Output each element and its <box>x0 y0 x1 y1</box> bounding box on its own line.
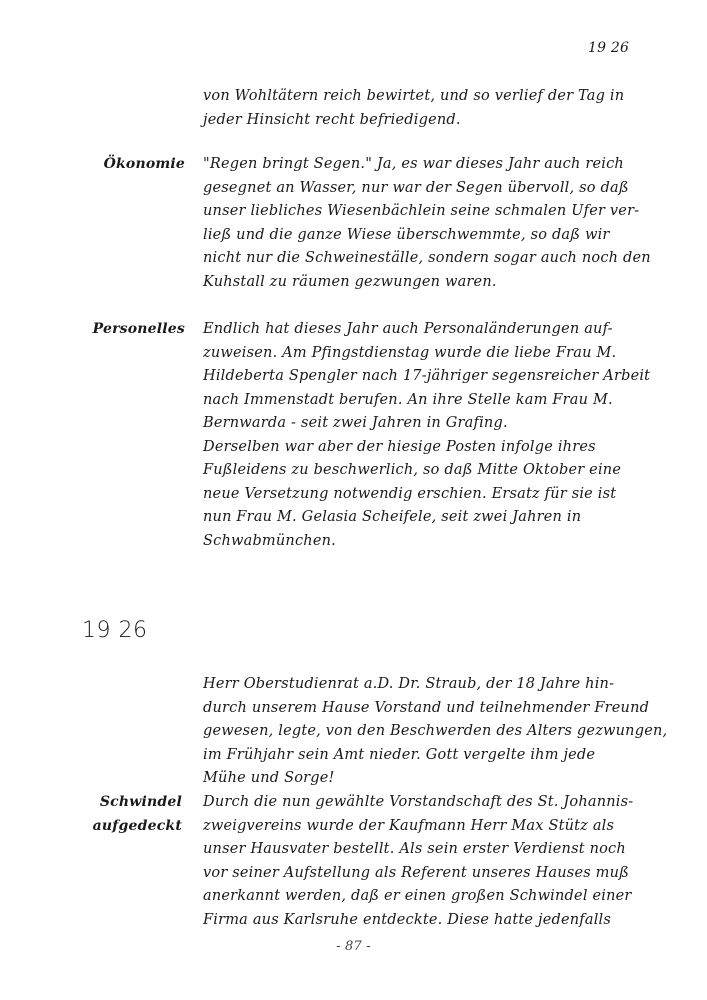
text-line: nun Frau M. Gelasia Scheifele, seit zwei Jahren in <box>203 509 582 525</box>
text-line: unser liebliches Wiesenbächlein seine schmalen Ufer ver- <box>203 203 640 219</box>
margin-label-personelles: Personelles <box>92 321 185 337</box>
margin-label-oekonomie: Ökonomie <box>103 156 185 172</box>
text-line: "Regen bringt Segen." Ja, es war dieses Jahr auch reich <box>203 156 624 172</box>
text-line: gesegnet an Wasser, nur war der Segen übervoll, so daß <box>203 179 629 196</box>
page-number: - 87 - <box>336 939 371 954</box>
text-line: Bernwarda - seit zwei Jahren in Grafing. <box>203 415 508 431</box>
page-header-year: 19 26 <box>588 40 630 56</box>
margin-label-line: aufgedeckt <box>92 817 182 834</box>
straub-paragraph <box>203 673 668 791</box>
text-line: Schwabmünchen. <box>203 532 336 549</box>
margin-label-line: Schwindel <box>99 794 182 810</box>
text-line: durch unserem Hause Vorstand und teilnehmender Freund <box>203 699 650 716</box>
intro-paragraph <box>203 85 633 132</box>
text-line: Derselben war aber der hiesige Posten infolge ihres <box>203 438 596 455</box>
year-heading: 19 26 <box>82 618 148 643</box>
text-line: von Wohltätern reich bewirtet, und so verlief der Tag in <box>203 88 625 104</box>
text-line: Fußleidens zu beschwerlich, so daß Mitte Oktober eine <box>203 462 622 478</box>
text-line: gewesen, legte, von den Beschwerden des Alters gezwungen, <box>203 723 668 739</box>
text-line: Endlich hat dieses Jahr auch Personaländerungen auf- <box>203 321 613 337</box>
oekonomie-paragraph <box>203 153 651 294</box>
text-line: nach Immenstadt berufen. An ihre Stelle kam Frau M. <box>203 391 613 408</box>
text-line: Firma aus Karlsruhe entdeckte. Diese hatte jedenfalls <box>203 911 612 928</box>
text-line: Herr Oberstudienrat a.D. Dr. Straub, der 18 Jahre hin- <box>203 676 615 692</box>
text-line: anerkannt werden, daß er einen großen Schwindel einer <box>203 888 632 904</box>
text-line: Mühe und Sorge! <box>203 770 335 786</box>
schwindel-paragraph <box>203 791 633 932</box>
text-line: Hildeberta Spengler nach 17-jähriger segensreicher Arbeit <box>203 368 651 384</box>
text-line: zuweisen. Am Pfingstdienstag wurde die liebe Frau M. <box>203 344 617 361</box>
text-line: ließ und die ganze Wiese überschwemmte, so daß wir <box>203 226 610 243</box>
text-line: unser Hausvater bestellt. Als sein erster Verdienst noch <box>203 841 626 857</box>
text-line: im Frühjahr sein Amt nieder. Gott vergelte ihm jede <box>203 746 596 763</box>
margin-label-schwindel <box>0 791 182 838</box>
text-line: zweigvereins wurde der Kaufmann Herr Max Stütz als <box>203 817 615 834</box>
text-line: Kuhstall zu räumen gezwungen waren. <box>203 273 497 290</box>
text-line: nicht nur die Schweineställe, sondern sogar auch noch den <box>203 250 651 266</box>
text-line: neue Versetzung notwendig erschien. Ersatz für sie ist <box>203 485 617 502</box>
text-line: jeder Hinsicht recht befriedigend. <box>203 111 461 128</box>
text-line: vor seiner Aufstellung als Referent unseres Hauses muß <box>203 864 630 881</box>
text-line: Durch die nun gewählte Vorstandschaft des St. Johannis- <box>203 794 634 810</box>
personelles-paragraph <box>203 318 651 553</box>
